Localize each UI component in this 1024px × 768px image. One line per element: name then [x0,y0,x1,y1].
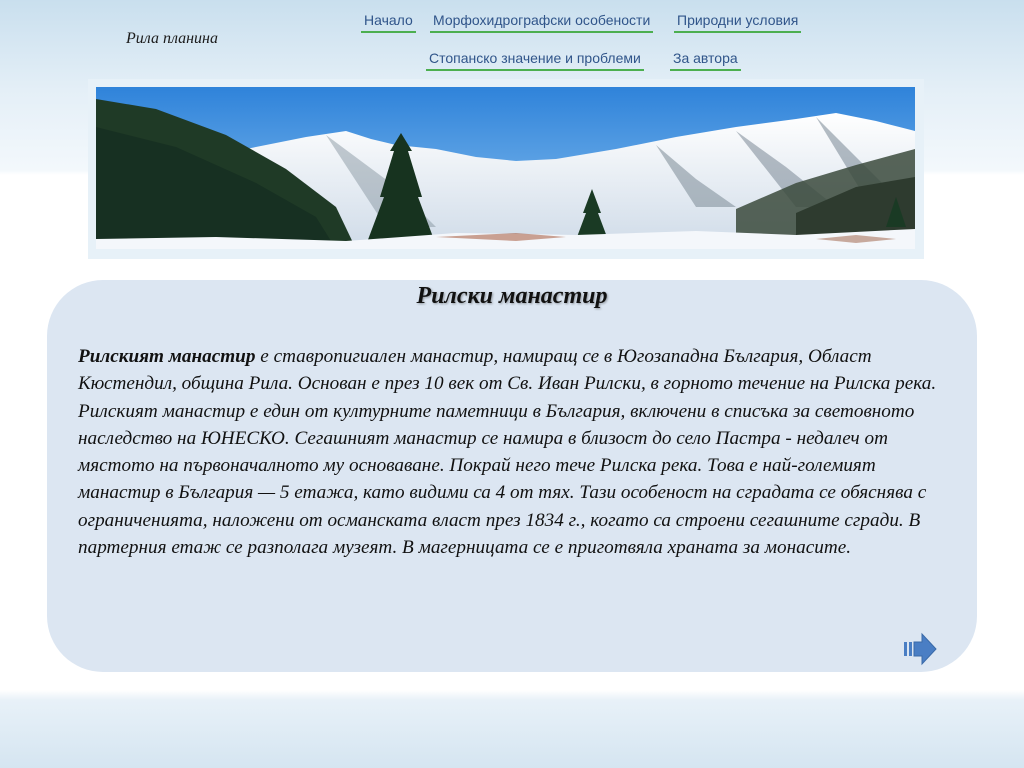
article-body [78,343,958,561]
nav-natural-conditions[interactable]: Природни условия [674,12,801,33]
arrow-right-icon[interactable] [903,632,937,666]
article-paragraph-2: Рилският манастир е един от културните паметници в България, включени в списъка за световното наследство на ЮНЕСКО. Сегашният манастир се намира в близост до село Пастра - недалеч от мястото на първоначалното му основаване. Покрай него тече Рилска река. Това е най-големият манастир в България — 5 етажа, като видими са 4 от тях. Тази особеност на сградата се обяснява с ограниченията, наложени от османската власт през 1834 г., когато са строени сегашните сгради. В партерния етаж се разполага музеят. В магерницата се е приготвяла храната за монасите. [78,400,927,559]
article-lead-bold: Рилският манастир [78,346,256,367]
nav-economic-importance[interactable]: Стопанско значение и проблеми [426,50,644,71]
banner-frame [88,79,924,259]
article-lead-text: е ставропигиален манастир, намиращ се в Югозападна България, Област Кюстендил, община Рила. Основан е през 10 век от Св. Иван Рилски, в горното течение на Рилска река. [78,346,937,395]
nav-about-author[interactable]: За автора [670,50,741,71]
site-title: Рила планина [126,30,218,47]
nav-home[interactable]: Начало [361,12,416,33]
content-panel [47,280,977,672]
article-title: Рилски манастир [416,283,608,309]
nav-morphohydrography[interactable]: Морфохидрографски особености [430,12,653,33]
mountain-banner-image [96,87,915,249]
